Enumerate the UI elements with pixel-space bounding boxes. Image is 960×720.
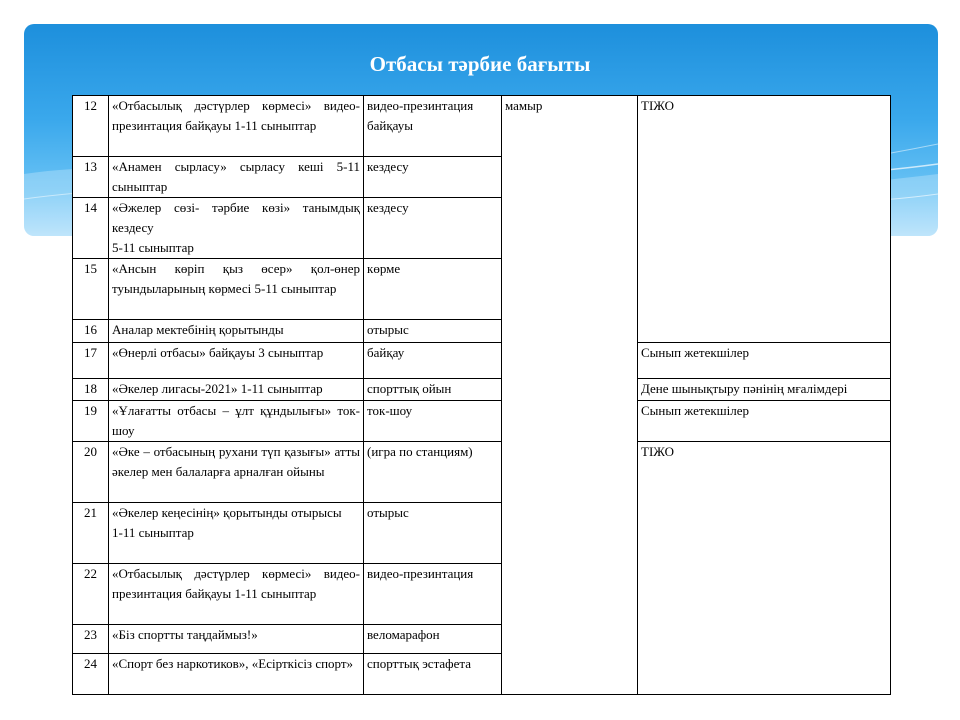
event-name: «Әжелер сөзі- тәрбие көзі» танымдық кездесу 5-11 сыныптар	[109, 198, 364, 259]
row-number: 20	[73, 442, 109, 503]
event-form: көрме	[364, 259, 502, 320]
table-row	[73, 343, 891, 379]
event-name: «Ансын көріп қыз өсер» қол-өнер туындыларының көрмесі 5-11 сыныптар	[109, 259, 364, 320]
event-form: байқау	[364, 343, 502, 379]
event-form: спорттық ойын	[364, 379, 502, 401]
row-number: 15	[73, 259, 109, 320]
event-name: «Отбасылық дәстүрлер көрмесі» видео-презинтация байқауы 1-11 сыныптар	[109, 96, 364, 157]
event-form: отырыс	[364, 320, 502, 343]
event-name: «Өнерлі отбасы» байқауы 3 сыныптар	[109, 343, 364, 379]
event-responsible: Сынып жетекшілер	[638, 343, 891, 379]
event-responsible: ТІЖО	[638, 442, 891, 695]
row-number: 23	[73, 625, 109, 654]
row-number: 18	[73, 379, 109, 401]
event-time: мамыр	[502, 96, 638, 695]
row-number: 19	[73, 401, 109, 442]
event-name: Аналар мектебінің қорытынды	[109, 320, 364, 343]
event-name: «Анамен сырласу» сырласу кеші 5-11 сыныптар	[109, 157, 364, 198]
row-number: 17	[73, 343, 109, 379]
event-form: видео-презинтация байқауы	[364, 96, 502, 157]
row-number: 21	[73, 503, 109, 564]
event-form: кездесу	[364, 157, 502, 198]
event-form: кездесу	[364, 198, 502, 259]
event-responsible: ТІЖО	[638, 96, 891, 343]
page-title: Отбасы тәрбие бағыты	[369, 52, 591, 76]
event-responsible: Дене шынықтыру пәнінің мғалімдері	[638, 379, 891, 401]
event-name: «Ұлағатты отбасы – ұлт құндылығы» ток-шоу	[109, 401, 364, 442]
event-form: веломарафон	[364, 625, 502, 654]
event-form: (игра по станциям)	[364, 442, 502, 503]
event-name: «Біз спортты таңдаймыз!»	[109, 625, 364, 654]
row-number: 12	[73, 96, 109, 157]
event-name: «Әке – отбасының рухани түп қазығы» атты әкелер мен балаларға арналған ойыны	[109, 442, 364, 503]
event-form: ток-шоу	[364, 401, 502, 442]
event-name: «Спорт без наркотиков», «Есірткісіз спорт»	[109, 654, 364, 695]
row-number: 22	[73, 564, 109, 625]
row-number: 24	[73, 654, 109, 695]
event-name: «Отбасылық дәстүрлер көрмесі» видео-презинтация байқауы 1-11 сыныптар	[109, 564, 364, 625]
table-row	[73, 401, 891, 442]
table-row	[73, 379, 891, 401]
event-form: отырыс	[364, 503, 502, 564]
event-name: «Әкелер кеңесінің» қорытынды отырысы 1-11 сыныптар	[109, 503, 364, 564]
row-number: 13	[73, 157, 109, 198]
event-form: видео-презинтация	[364, 564, 502, 625]
event-form: спорттық эстафета	[364, 654, 502, 695]
table-row	[73, 96, 891, 157]
plan-table	[72, 95, 891, 695]
row-number: 14	[73, 198, 109, 259]
table-row	[73, 442, 891, 503]
event-responsible: Сынып жетекшілер	[638, 401, 891, 442]
event-name: «Әкелер лигасы-2021» 1-11 сыныптар	[109, 379, 364, 401]
row-number: 16	[73, 320, 109, 343]
